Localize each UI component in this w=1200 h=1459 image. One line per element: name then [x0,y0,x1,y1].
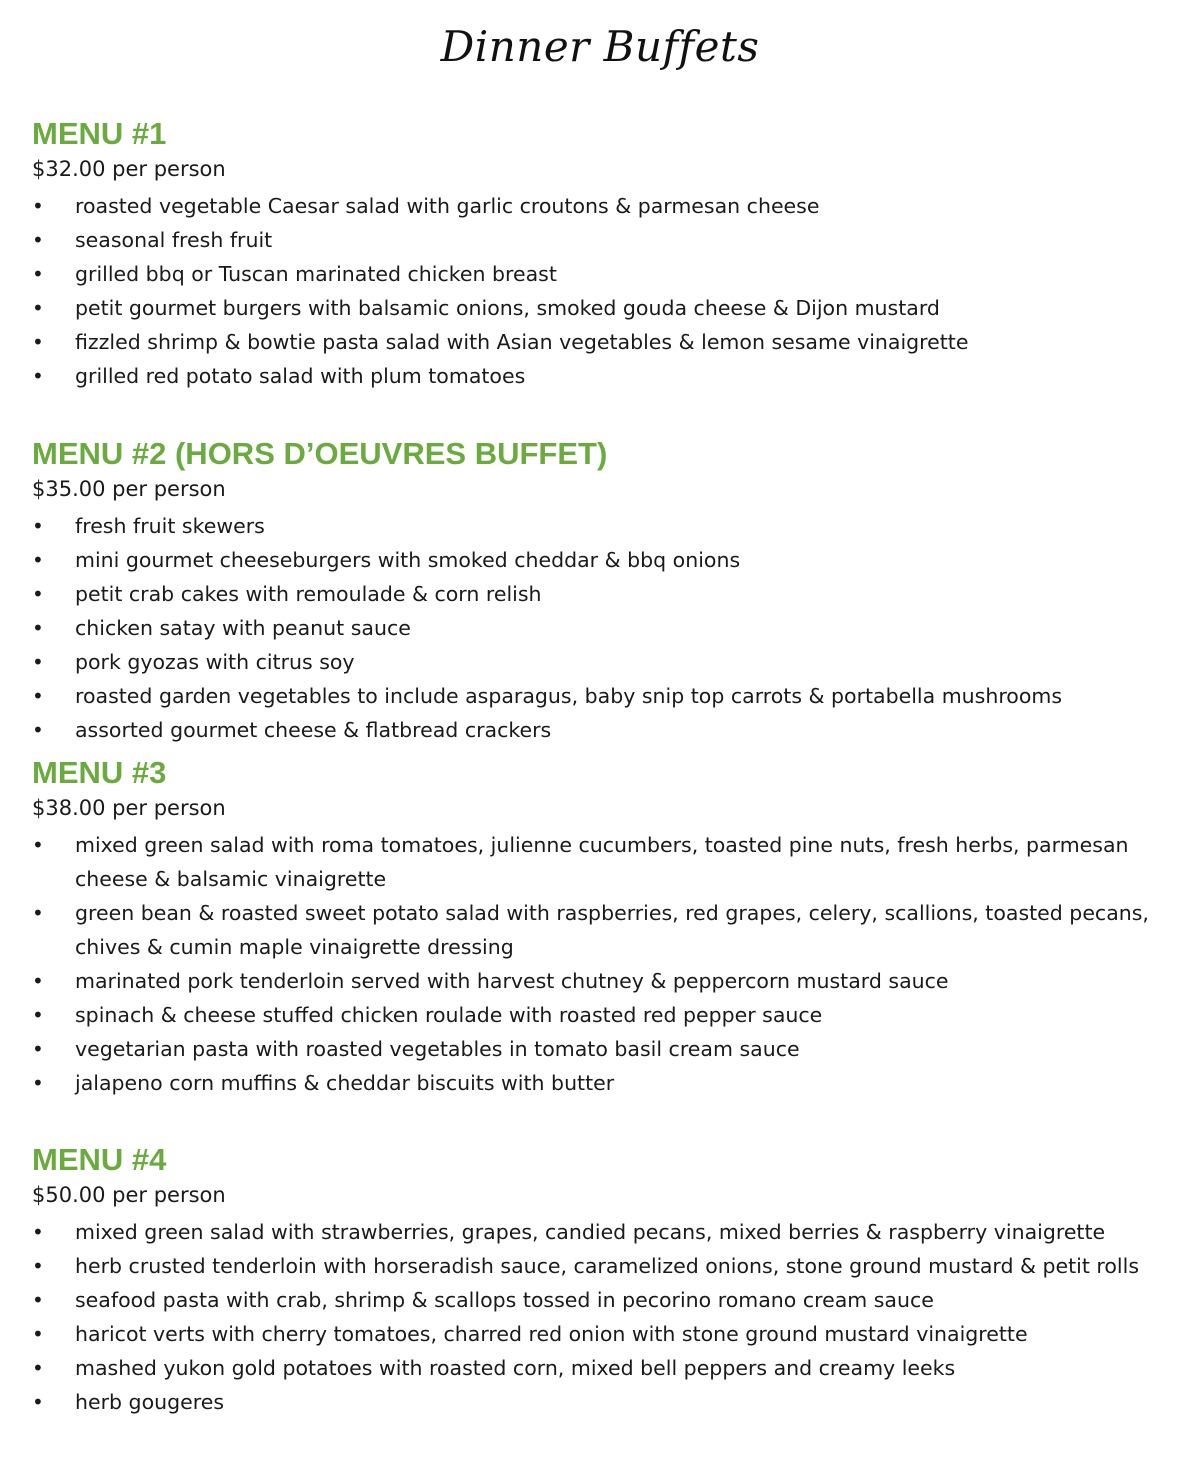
menu-price: $32.00 per person [32,157,226,181]
bullet-icon: • [32,650,44,674]
list-item: • mashed yukon gold potatoes with roasted corn, mixed bell peppers and creamy leeks [32,1351,1192,1385]
bullet-icon: • [32,1322,44,1346]
bullet-icon: • [32,684,44,708]
list-item: • roasted vegetable Caesar salad with garlic croutons & parmesan cheese [32,189,1192,223]
bullet-icon: • [32,582,44,606]
list-item: • roasted garden vegetables to include asparagus, baby snip top carrots & portabella mushrooms [32,679,1192,713]
list-item: • fresh fruit skewers [32,509,1192,543]
list-item: • mixed green salad with roma tomatoes, julienne cucumbers, toasted pine nuts, fresh herbs, parmesan cheese & balsamic vinaigrette [32,828,1192,896]
list-item: • haricot verts with cherry tomatoes, charred red onion with stone ground mustard vinaigrette [32,1317,1192,1351]
list-item: • herb gougeres [32,1385,1192,1419]
list-item: • spinach & cheese stuffed chicken roulade with roasted red pepper sauce [32,998,1192,1032]
list-item: • jalapeno corn muffins & cheddar biscuits with butter [32,1066,1192,1100]
menu-price: $35.00 per person [32,477,226,501]
bullet-icon: • [32,1003,44,1027]
list-item: • seasonal fresh fruit [32,223,1192,257]
list-item: • petit crab cakes with remoulade & corn relish [32,577,1192,611]
list-item: • petit gourmet burgers with balsamic onions, smoked gouda cheese & Dijon mustard [32,291,1192,325]
bullet-icon: • [32,194,44,218]
bullet-icon: • [32,1288,44,1312]
bullet-icon: • [32,1390,44,1414]
menu-heading: MENU #4 [32,1142,167,1177]
bullet-icon: • [32,1071,44,1095]
bullet-icon: • [32,514,44,538]
menu-heading: MENU #3 [32,755,167,790]
menu-price: $50.00 per person [32,1183,226,1207]
menu-heading: MENU #2 (HORS D’OEUVRES BUFFET) [32,436,608,471]
menu-heading: MENU #1 [32,116,167,151]
list-item: • pork gyozas with citrus soy [32,645,1192,679]
bullet-icon: • [32,364,44,388]
list-item: • fizzled shrimp & bowtie pasta salad with Asian vegetables & lemon sesame vinaigrette [32,325,1192,359]
menu-section-3 [32,755,1192,1100]
list-item: • assorted gourmet cheese & flatbread crackers [32,713,1192,747]
list-item: • chicken satay with peanut sauce [32,611,1192,645]
list-item: • seafood pasta with crab, shrimp & scallops tossed in pecorino romano cream sauce [32,1283,1192,1317]
bullet-icon: • [32,1254,44,1278]
menu-section-4 [32,1142,1192,1419]
bullet-icon: • [32,296,44,320]
page-title: Dinner Buffets [440,22,760,71]
list-item: • grilled bbq or Tuscan marinated chicken breast [32,257,1192,291]
bullet-icon: • [32,833,44,857]
bullet-icon: • [32,228,44,252]
list-item: • green bean & roasted sweet potato salad with raspberries, red grapes, celery, scallions, toasted pecans, chives & cumin maple vinaigrette dressing [32,896,1192,964]
menu-item-list [32,189,1192,393]
bullet-icon: • [32,262,44,286]
menu-item-list [32,828,1192,1100]
menu-item-list [32,509,1192,747]
bullet-icon: • [32,969,44,993]
bullet-icon: • [32,330,44,354]
list-item: • mini gourmet cheeseburgers with smoked cheddar & bbq onions [32,543,1192,577]
bullet-icon: • [32,548,44,572]
list-item: • herb crusted tenderloin with horseradish sauce, caramelized onions, stone ground mustard & petit rolls [32,1249,1192,1283]
list-item: • grilled red potato salad with plum tomatoes [32,359,1192,393]
menu-section-2 [32,436,1192,747]
bullet-icon: • [32,718,44,742]
list-item: • marinated pork tenderloin served with harvest chutney & peppercorn mustard sauce [32,964,1192,998]
bullet-icon: • [32,901,44,925]
bullet-icon: • [32,1356,44,1380]
list-item: • vegetarian pasta with roasted vegetables in tomato basil cream sauce [32,1032,1192,1066]
list-item: • mixed green salad with strawberries, grapes, candied pecans, mixed berries & raspberry vinaigrette [32,1215,1192,1249]
menu-section-1 [32,116,1192,393]
bullet-icon: • [32,1220,44,1244]
bullet-icon: • [32,1037,44,1061]
menu-price: $38.00 per person [32,796,226,820]
bullet-icon: • [32,616,44,640]
menu-item-list [32,1215,1192,1419]
